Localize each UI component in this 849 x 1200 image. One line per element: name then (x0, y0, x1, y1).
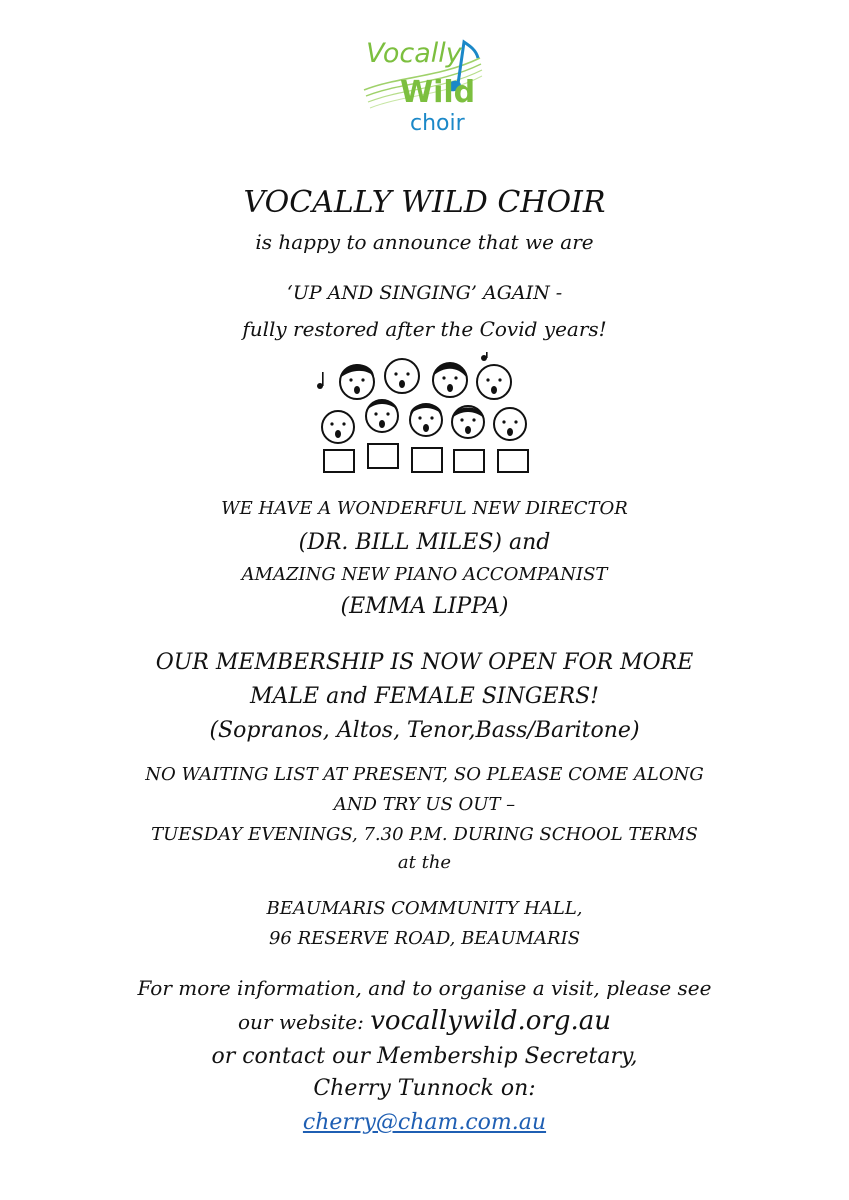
logo-line-choir: choir (410, 111, 465, 136)
membership-line-2: MALE and FEMALE SINGERS! (250, 684, 599, 709)
logo-line-vocally: Vocally (366, 38, 462, 69)
rehearsal-line-2: AND TRY US OUT – (333, 794, 516, 815)
rehearsal-time: TUESDAY EVENINGS, 7.30 P.M. DURING SCHOOL TERMS (151, 824, 698, 845)
announcement-line-2: fully restored after the Covid years! (242, 317, 607, 341)
director-name: (DR. BILL MILES) and (298, 530, 551, 555)
contact-name: Cherry Tunnock on: (313, 1076, 536, 1101)
contact-line-1: For more information, and to organise a visit, please see (137, 976, 712, 1000)
vocally-wild-choir-logo (360, 28, 485, 138)
email-line (0, 1112, 849, 1134)
website-link[interactable]: vocallywild.org.au (370, 1006, 611, 1036)
announcement-subtitle: is happy to announce that we are (255, 230, 594, 254)
voice-parts: (Sopranos, Altos, Tenor,Bass/Baritone) (209, 718, 640, 743)
venue-address: 96 RESERVE ROAD, BEAUMARIS (268, 928, 581, 949)
director-line-1: WE HAVE A WONDERFUL NEW DIRECTOR (221, 498, 628, 519)
choir-title: VOCALLY WILD CHOIR (243, 185, 606, 220)
website-line (0, 1008, 849, 1034)
announcement-line-1: ‘UP AND SINGING’ AGAIN - (286, 282, 563, 304)
rehearsal-line-1: NO WAITING LIST AT PRESENT, SO PLEASE COME ALONG (145, 764, 704, 785)
membership-line-1: OUR MEMBERSHIP IS NOW OPEN FOR MORE (155, 650, 694, 675)
singing-choir-illustration (312, 352, 534, 477)
venue-name: BEAUMARIS COMMUNITY HALL, (266, 898, 583, 919)
rehearsal-line-4: at the (397, 852, 452, 873)
website-prefix: our website: (238, 1010, 371, 1034)
accompanist-name: (EMMA LIPPA) (340, 594, 509, 619)
logo-line-wild: Wild (400, 75, 476, 110)
email-link[interactable]: cherry@cham.com.au (302, 1110, 547, 1135)
contact-line-3: or contact our Membership Secretary, (211, 1044, 638, 1069)
accompanist-line: AMAZING NEW PIANO ACCOMPANIST (241, 564, 608, 585)
